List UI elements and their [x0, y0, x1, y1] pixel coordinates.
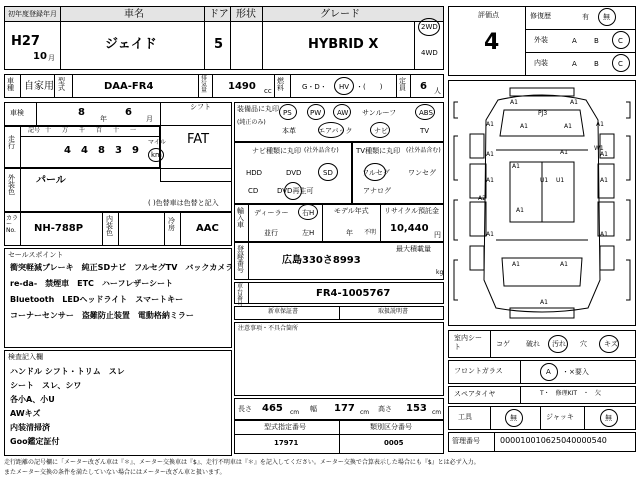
notes-label: 注意事項・不具合箇所 [238, 325, 299, 332]
navi-item-sd: SD [323, 169, 333, 177]
mileage-digit-header: 一 [130, 127, 137, 134]
inspection-year: 8 [78, 107, 85, 118]
damage-mark: A2 [478, 195, 486, 202]
repair-label: 修復歴 [530, 12, 551, 20]
recycle-unit: 円 [434, 231, 441, 239]
fuel-label: 燃料 [277, 77, 284, 92]
tv-label-sub: (社外品含む) [406, 147, 441, 154]
seat-item: 穴 [580, 340, 587, 348]
drive-4wd: 4WD [421, 49, 438, 57]
damage-mark: A1 [570, 99, 578, 106]
car-name-label: 車名 [124, 9, 144, 20]
windshield-selected: A [546, 368, 551, 376]
equipment-item: 本革 [282, 127, 296, 135]
recycle-label: リサイクル預託金 [384, 207, 440, 215]
ext-selected: C [618, 37, 623, 45]
color-no-value: NH-788P [34, 223, 84, 234]
tv-item-oneseg: ワンセグ [408, 169, 436, 177]
shift-label: シフト [190, 103, 211, 111]
capacity-label: 定員 [399, 77, 406, 92]
damage-mark: A1 [486, 121, 494, 128]
damage-mark: A1 [510, 99, 518, 106]
navi-item-cd: CD [248, 187, 259, 195]
car-name: ジェイド [105, 37, 157, 52]
mileage-digit: 4 [81, 145, 88, 156]
first-reg-year: H27 [11, 34, 40, 49]
damage-mark: PJ3 [538, 110, 548, 117]
damage-mark: W1 [594, 145, 604, 152]
mileage-digit-header: 記号 [28, 127, 41, 134]
first-reg-month-unit: 月 [48, 54, 55, 62]
damage-mark: A1 [516, 207, 524, 214]
windshield-other: ・×要入 [562, 368, 589, 376]
capacity-unit: 人 [434, 87, 441, 95]
grade-label: グレード [320, 9, 360, 20]
inspector-note-line: 内装清掃済 [10, 423, 50, 432]
width-label: 幅 [310, 405, 317, 413]
seat-item: コゲ [496, 340, 510, 348]
length-value: 465 [262, 403, 283, 414]
damage-mark: A1 [486, 231, 494, 238]
jack-value: 無 [605, 414, 612, 422]
sales-point-line: re-da- 禁煙車 ETC ハーフレザーシート [10, 279, 174, 288]
width-unit: cm [360, 409, 370, 416]
equipment-item: サンルーフ [362, 109, 397, 117]
notes-box [234, 322, 444, 396]
inspection-year-unit: 年 [100, 115, 107, 123]
inspector-notes-label: 検査記入欄 [8, 353, 43, 361]
inspector-note-line: AWキズ [10, 409, 41, 418]
navi-item-dvd: DVD [286, 169, 302, 177]
jack-label: ジャッキ [546, 413, 574, 421]
doors-label: ドア [209, 9, 229, 20]
damage-mark: A1 [560, 149, 568, 156]
navi-label-sub: (社外品含む) [304, 147, 339, 154]
mileage-digit-header: 万 [62, 127, 69, 134]
category-value: 0005 [384, 439, 404, 447]
equipment-item: ナビ [374, 127, 388, 135]
inspection-month-unit: 月 [146, 115, 153, 123]
damage-mark: A1 [560, 261, 568, 268]
equipment-item: ABS [419, 109, 433, 117]
height-value: 153 [406, 403, 427, 414]
model-label: 型式 [58, 77, 65, 92]
damage-mark: A1 [600, 177, 608, 184]
footnote-line1: 走行距離の記号欄に「メーター改ざん車は『＊』、メーター交換車は『$』、走行不明車は『＊』を記入してください。メーター交換で合算表示した場合にも『$』とは必ず入力。 [4, 459, 480, 466]
inspector-note-line: シート スレ、シワ [10, 381, 82, 390]
equipment-item: エアバック [318, 127, 353, 135]
mileage-label: 走行 [8, 135, 15, 150]
import-left-h: 左H [302, 229, 315, 237]
sales-points-label: セールスポイント [8, 251, 64, 259]
damage-mark: A1 [486, 151, 494, 158]
new-car-warranty: 新車保証書 [268, 308, 299, 315]
drive-2wd: 2WD [421, 23, 438, 31]
height-unit: cm [432, 409, 442, 416]
category-label: 類別区分番号 [370, 423, 412, 431]
registration-label: 登録番号 [237, 245, 244, 274]
mgmt-label: 管理番号 [452, 437, 480, 445]
height-label: 高さ [378, 405, 392, 413]
ext-label: 外装 [534, 36, 548, 44]
score-label: 評価点 [478, 11, 499, 19]
mgmt-number: 000010010625040000540 [500, 436, 607, 445]
length-unit: cm [290, 409, 300, 416]
seat-scratch-circle [599, 335, 619, 353]
mile-label: マイル [148, 139, 166, 146]
mileage-digit: 3 [115, 145, 122, 156]
damage-mark: A1 [600, 231, 608, 238]
inspector-note-line: ハンドル シフト・トリム スレ [10, 367, 125, 376]
mileage-digit-header: 十 [113, 127, 120, 134]
equipment-item: PW [310, 109, 322, 117]
repair-yes: 有 [582, 13, 589, 21]
approval-value: 17971 [274, 439, 299, 447]
damage-mark: A1 [596, 121, 604, 128]
first-reg-month: 10 [33, 51, 47, 62]
mileage-digit-header: 百 [96, 127, 103, 134]
inspector-note-line: 各小A、小U [10, 395, 55, 404]
import-label: 輸入車 [237, 207, 244, 229]
color-no-label: カラーNo. [6, 215, 19, 234]
damage-mark: A1 [564, 123, 572, 130]
mileage-digit-header: 十 [45, 127, 52, 134]
displacement-label: 排気量 [201, 75, 208, 94]
registration-number: 広島330さ8993 [282, 255, 361, 266]
tools-value: 無 [510, 414, 517, 422]
int-label: 内装 [534, 59, 548, 67]
equipment-item: TV [420, 127, 430, 135]
max-load-unit: kg [436, 269, 444, 276]
vehicle-type-value: 自家用 [24, 81, 54, 92]
model-year-label: モデル年式 [334, 207, 369, 215]
score-value: 4 [484, 30, 500, 55]
import-parallel: 並行 [264, 229, 278, 237]
import-right-h: 右H [302, 209, 315, 217]
sales-point-line: Bluetooth LEDヘッドライト スマートキー [10, 295, 184, 304]
fuel-other: ・( ) [356, 83, 383, 91]
ext-grade-b: B [594, 37, 599, 45]
seat-dirt-circle [548, 335, 568, 353]
seat-item: 破れ [526, 340, 540, 348]
chassis-number: FR4-1005767 [316, 288, 391, 299]
model-value: DAA-FR4 [104, 81, 154, 92]
mileage-digit: 4 [64, 145, 71, 156]
sales-point-line: コーナーセンサー 盗難防止装置 電動格納ミラー [10, 311, 194, 320]
mileage-digit-header: 千 [79, 127, 86, 134]
inspector-note-line: Goo鑑定証付 [10, 437, 60, 446]
damage-mark: A1 [600, 151, 608, 158]
windshield-label: フロントガラス [454, 367, 503, 375]
approval-label: 型式指定番号 [264, 423, 306, 431]
damage-mark: U1 [556, 177, 565, 184]
tools-label: 工具 [458, 413, 472, 421]
form-label: 形状 [236, 9, 256, 20]
tv-item-analog: アナログ [363, 187, 391, 195]
interior-color-label: 内装色 [106, 215, 113, 237]
seat-item: 汚れ [552, 340, 566, 348]
navi-item-hdd: HDD [246, 169, 263, 177]
recycle-value: 10,440 [390, 223, 429, 234]
first-reg-label: 初年度登録年月 [8, 10, 57, 18]
fuel-options: G・D・ [302, 83, 327, 91]
exterior-label: 外装色 [8, 174, 15, 196]
capacity-value: 6 [420, 81, 427, 92]
tv-item-fullseg: フルセグ [362, 169, 390, 177]
inspection-month: 6 [125, 107, 132, 118]
spare-items: T・ 修理KIT ・ 欠 [540, 390, 602, 397]
damage-mark: A1 [520, 123, 528, 130]
sales-point-line: 衝突軽減ブレーキ 純正SDナビ フルセグTV バックカメラ [10, 263, 234, 272]
shift-value: FAT [187, 132, 210, 147]
damage-mark: U1 [540, 177, 549, 184]
damage-mark: A1 [512, 163, 520, 170]
seat-label: 室内シート [454, 334, 482, 352]
length-label: 長さ [238, 405, 252, 413]
km-label: km [151, 151, 162, 159]
max-load-label: 最大積載量 [396, 245, 431, 253]
equipment-item: PS [283, 109, 292, 117]
ext-grade-a: A [572, 37, 577, 45]
ac-value: AAC [196, 223, 219, 234]
footnote-line2: またメーター交換の条件を満たしていない場合にはメーター改ざん車と扱います。 [4, 469, 226, 476]
grade-value: HYBRID X [308, 37, 379, 52]
displacement-unit: cc [264, 87, 272, 95]
mileage-digit: 9 [132, 145, 139, 156]
seat-item: キズ [604, 340, 618, 348]
mileage-digit: 8 [98, 145, 105, 156]
damage-mark: A1 [540, 299, 548, 306]
damage-mark: A1 [486, 177, 494, 184]
navi-label: ナビ種類に丸印 [252, 147, 301, 155]
exterior-color: パール [36, 175, 66, 186]
equipment-label-sub: (純正のみ) [237, 119, 266, 126]
spare-label: スペアタイヤ [454, 390, 496, 398]
inspection-label: 車検 [10, 109, 24, 117]
damage-mark: A1 [512, 261, 520, 268]
int-grade-a: A [572, 60, 577, 68]
vehicle-type-label: 車種 [7, 77, 14, 92]
model-year-unit: 年 [346, 229, 353, 237]
chassis-label: 車台番号 [237, 283, 244, 308]
displacement-value: 1490 [228, 81, 256, 92]
model-year-unknown: 不明 [364, 229, 377, 236]
import-dealer: ディーラー [254, 209, 289, 217]
int-selected: C [618, 60, 623, 68]
manual: 取扱説明書 [378, 308, 409, 315]
tv-label: TV種類に丸印 [356, 147, 401, 155]
doors-value: 5 [214, 37, 224, 52]
exterior-note: ( )色替車は色替と記入 [148, 199, 219, 207]
equipment-label: 装備品に丸印 [237, 105, 279, 113]
navi-item-dvd-play: DVD再生可 [277, 187, 314, 195]
repair-no: 無 [603, 13, 610, 21]
fuel-selected: HV [339, 83, 350, 91]
width-value: 177 [334, 403, 355, 414]
equipment-item: AW [337, 109, 349, 117]
int-grade-b: B [594, 60, 599, 68]
ac-label: 冷房 [168, 217, 175, 232]
